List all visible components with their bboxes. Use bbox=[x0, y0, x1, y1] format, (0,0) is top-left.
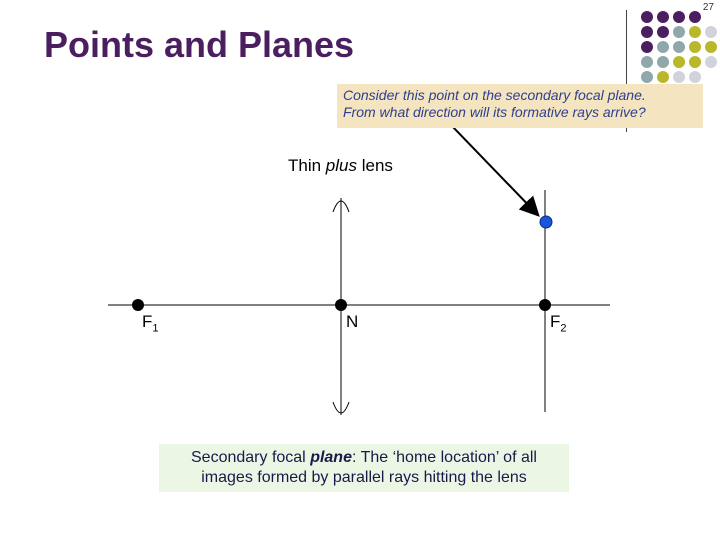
note-rest: : The ‘home location’ of all bbox=[351, 449, 537, 466]
note-box bbox=[159, 444, 569, 492]
note-line-1 bbox=[159, 448, 569, 468]
note-line-2: images formed by parallel rays hitting the lens bbox=[201, 469, 527, 486]
label-n: N bbox=[346, 312, 359, 331]
callout-line-1: Consider this point on the secondary focal plane. bbox=[343, 87, 646, 103]
label-f1-base: F bbox=[142, 312, 153, 331]
lens-label-prefix: Thin bbox=[288, 156, 326, 175]
slide-title: Points and Planes bbox=[44, 24, 355, 65]
point-n bbox=[335, 299, 347, 311]
callout-arrow bbox=[452, 126, 537, 214]
lens-label-suffix: lens bbox=[356, 156, 393, 175]
callout-box bbox=[337, 84, 703, 128]
callout-line-2: From what direction will its formative rays arrive? bbox=[343, 104, 646, 120]
label-f2 bbox=[550, 312, 567, 334]
note-emph: plane bbox=[310, 449, 352, 466]
slide-number: 27 bbox=[702, 2, 714, 13]
label-f1-sub: 1 bbox=[152, 322, 159, 335]
lens-label-emph: plus bbox=[325, 156, 357, 175]
label-f2-base: F bbox=[550, 312, 561, 331]
point-on-focal-plane bbox=[540, 216, 552, 228]
point-f2 bbox=[539, 299, 551, 311]
label-f2-sub: 2 bbox=[560, 322, 567, 335]
lens-label bbox=[288, 156, 393, 176]
point-f1 bbox=[132, 299, 144, 311]
label-f1 bbox=[142, 312, 159, 334]
note-prefix: Secondary focal bbox=[191, 449, 311, 466]
